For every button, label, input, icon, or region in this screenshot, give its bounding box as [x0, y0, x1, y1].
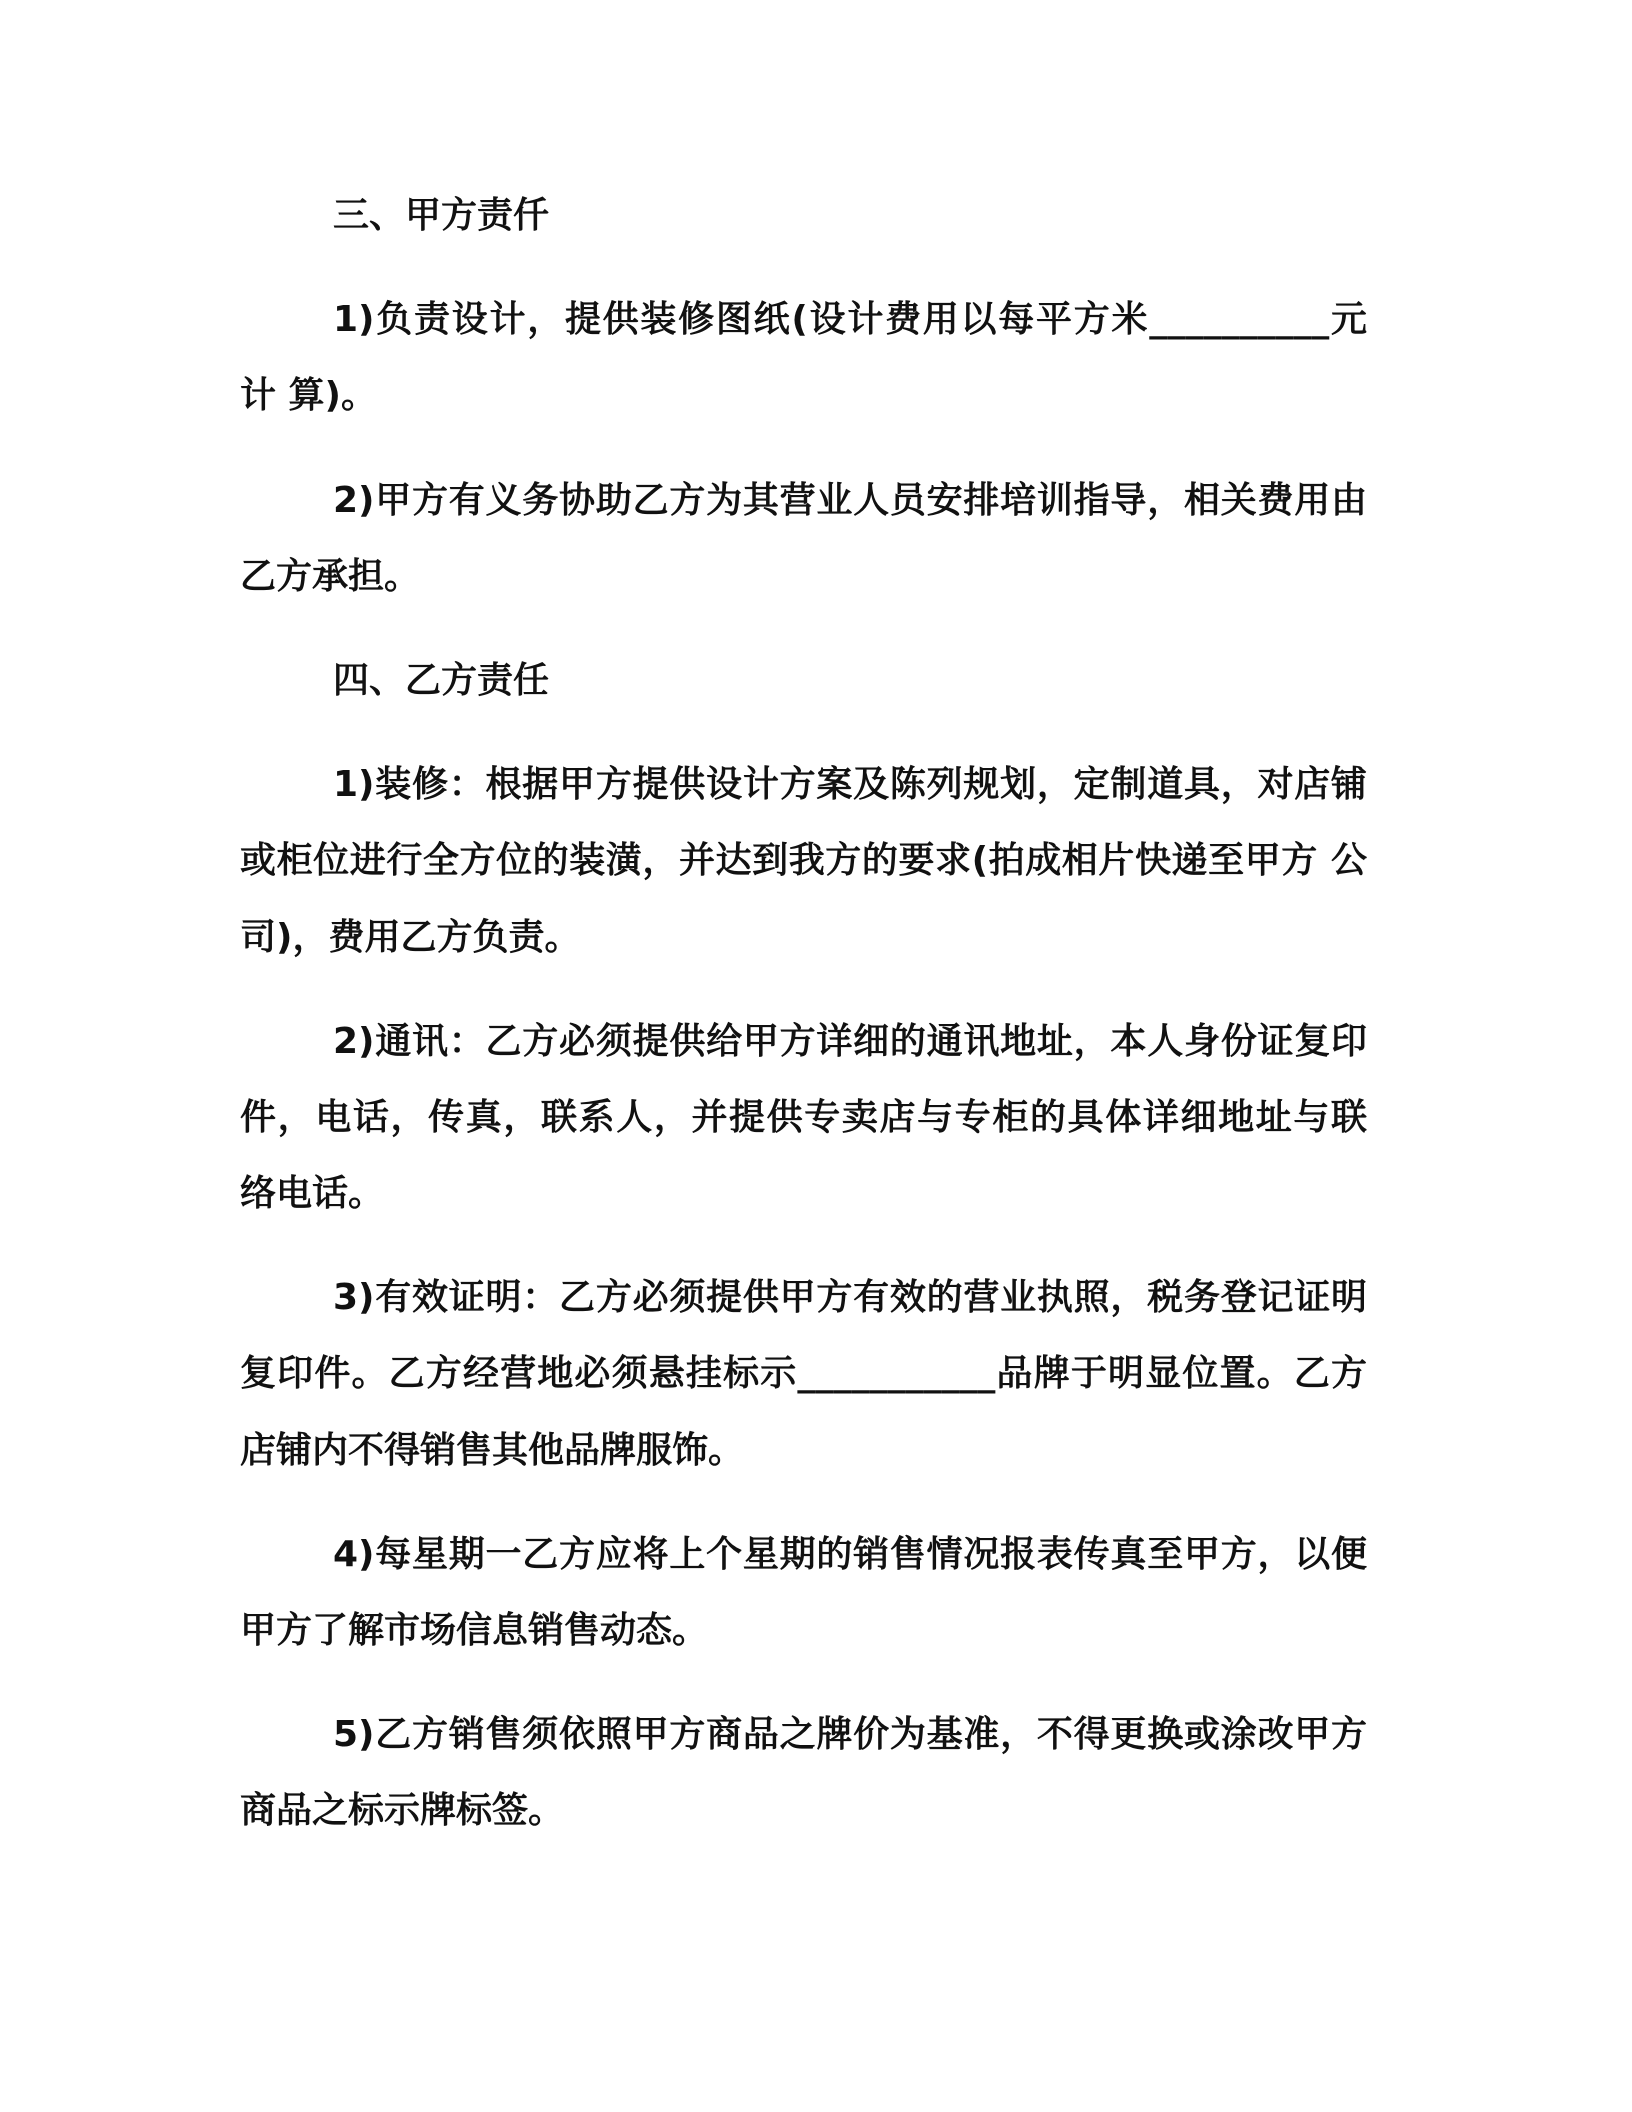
paragraph-line: 5)乙方销售须依照甲方商品之牌价为基准，不得更换或涂改甲方	[333, 1714, 1367, 1756]
section-heading-block	[240, 643, 1367, 719]
paragraph-line: 络电话。	[240, 1173, 385, 1215]
paragraph-line: 1)装修：根据甲方提供设计方案及陈列规划，定制道具，对店铺	[333, 764, 1367, 806]
paragraph-line: 2)甲方有义务协助乙方为其营业人员安排培训指导，相关费用由	[333, 479, 1367, 521]
paragraph-line: 商品之标示牌标签。	[240, 1790, 565, 1832]
paragraph	[240, 1004, 1367, 1233]
paragraph-line: 店铺内不得销售其他品牌服饰。	[240, 1429, 745, 1471]
paragraph	[240, 1697, 1367, 1849]
paragraph	[240, 282, 1367, 434]
paragraph-line: 甲方了解市场信息销售动态。	[240, 1610, 709, 1651]
paragraph-line: 2)通讯：乙方必须提供给甲方详细的通讯地址，本人身份证复印	[333, 1020, 1367, 1062]
paragraph-line: 1)负责设计，提供装修图纸(设计费用以每平方米__________元	[333, 299, 1367, 341]
section-heading-block	[240, 178, 1367, 254]
paragraph-line: 计 算)。	[240, 375, 377, 417]
paragraph-line: 乙方承担。	[240, 555, 421, 597]
paragraph-line: 3)有效证明：乙方必须提供甲方有效的营业执照，税务登记证明	[333, 1277, 1367, 1319]
paragraph-line: 司)，费用乙方负责。	[240, 916, 581, 958]
paragraph-line: 复印件。乙方经营地必须悬挂标示___________品牌于明显位置。乙方	[240, 1353, 1367, 1395]
paragraph	[240, 1517, 1367, 1669]
paragraph-line: 4)每星期一乙方应将上个星期的销售情况报表传真至甲方，以便	[333, 1533, 1367, 1575]
paragraph-line: 或柜位进行全方位的装潢，并达到我方的要求(拍成相片快递至甲方 公	[240, 840, 1367, 882]
paragraph	[240, 463, 1367, 615]
section-heading: 四、乙方责任	[333, 659, 550, 701]
paragraph-line: 件，电话，传真，联系人，并提供专卖店与专柜的具体详细地址与联	[240, 1096, 1367, 1138]
paragraph	[240, 747, 1367, 976]
section-heading: 三、甲方责仟	[333, 195, 550, 236]
paragraph	[240, 1260, 1367, 1489]
